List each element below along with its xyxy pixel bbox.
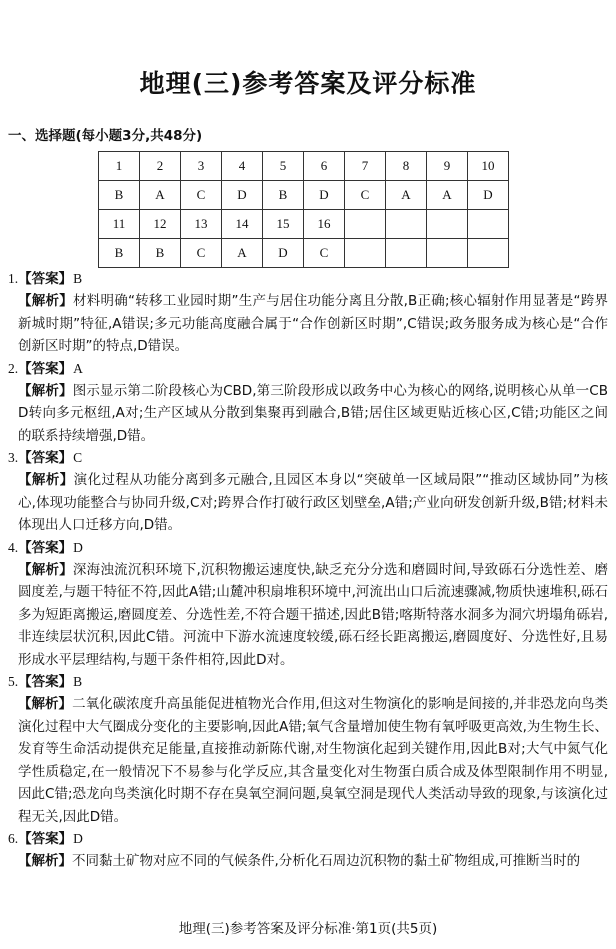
- question-6: [8, 828, 608, 873]
- analysis-text: 演化过程从功能分离到多元融合,且园区本身以“突破单一区域局限”“推动区域协同”为核心,体现功能整合与协同升级,C对;跨界合作打破行政区划壁垒,A错;产业向研发创新升级,B错;材料未体现出人口迁移方向,D错。: [18, 472, 608, 533]
- page-footer: 地理(三)参考答案及评分标准·第1页(共5页): [178, 921, 438, 937]
- answer-tag: 【答案】: [18, 450, 73, 466]
- question-3: [8, 447, 608, 537]
- table-cell: 15: [263, 210, 304, 239]
- question-4: [8, 537, 608, 672]
- table-cell: 2: [140, 152, 181, 181]
- table-cell: B: [99, 181, 140, 210]
- analysis-tag: 【解析】: [18, 853, 72, 869]
- question-answer-line: [8, 358, 608, 380]
- table-cell: C: [345, 181, 386, 210]
- analysis-text: 不同黏土矿物对应不同的气候条件,分析化石周边沉积物的黏土矿物组成,可推断当时的: [72, 853, 581, 869]
- analysis-paragraph: [18, 290, 608, 358]
- analysis-tag: 【解析】: [18, 696, 73, 712]
- answer-table: [98, 151, 509, 268]
- question-answer-line: [8, 828, 608, 850]
- table-cell: 14: [222, 210, 263, 239]
- answer-letter: D: [73, 539, 83, 555]
- analysis-text: 材料明确“转移工业园时期”生产与居住功能分离且分散,B正确;核心辐射作用显著是“跨界新城时期”特征,A错误;多元功能高度融合属于“合作创新区时期”,C错误;政务服务成为核心是“合作创新区时期”的特点,D错误。: [18, 293, 608, 354]
- page-title: 地理(三)参考答案及评分标准: [139, 69, 477, 98]
- analysis-tag: 【解析】: [18, 382, 73, 399]
- table-cell: 7: [345, 152, 386, 181]
- question-1: [8, 268, 608, 358]
- answer-letter: C: [73, 450, 83, 465]
- table-cell: A: [140, 181, 181, 210]
- table-cell: B: [140, 239, 181, 268]
- table-cell: C: [181, 181, 222, 210]
- table-cell: C: [181, 239, 222, 268]
- question-number: 3.: [8, 450, 19, 465]
- table-cell: [468, 239, 509, 268]
- table-cell: B: [99, 239, 140, 268]
- question-number: 4.: [8, 539, 19, 555]
- table-cell: B: [263, 181, 304, 210]
- answer-tag: 【答案】: [18, 539, 73, 556]
- table-row: [99, 239, 509, 268]
- table-cell: [345, 210, 386, 239]
- question-answer-line: [8, 268, 608, 290]
- table-cell: 12: [140, 210, 181, 239]
- answer-letter: D: [73, 831, 83, 846]
- analysis-text: 二氧化碳浓度升高虽能促进植物光合作用,但这对生物演化的影响是间接的,并非恐龙向鸟类演化过程中大气圈成分变化的主要影响,因此A错;氧气含量增加使生物有氧呼吸更高效,为生物生长、发育等生命活动提供充足能量,直接推动新陈代谢,对生物演化起到关键作用,因此B对;大气中氮气化学性质稳定,在一般情况下不易参与化学反应,其含量变化对生物蛋白质合成及体型限制作用不明显,因此C错;恐龙向鸟类演化时期不存在臭氧空洞问题,臭氧空洞是现代人类活动导致的现象,与该演化过程无关,因此D错。: [18, 696, 608, 825]
- table-cell: 13: [181, 210, 222, 239]
- table-cell: D: [222, 181, 263, 210]
- table-row: [99, 181, 509, 210]
- table-cell: A: [222, 239, 263, 268]
- analysis-paragraph: [18, 850, 608, 873]
- table-cell: 3: [181, 152, 222, 181]
- question-number: 5.: [8, 674, 19, 689]
- table-cell: 6: [304, 152, 345, 181]
- table-cell: [427, 210, 468, 239]
- answer-tag: 【答案】: [18, 360, 73, 377]
- answer-tag: 【答案】: [18, 674, 73, 690]
- question-2: [8, 358, 608, 448]
- question-number: 1.: [8, 271, 19, 286]
- analysis-paragraph: [18, 469, 608, 537]
- analysis-text: 图示显示第二阶段核心为CBD,第三阶段形成以政务中心为核心的网络,说明核心从单一CBD转向多元枢纽,A对;生产区域从分散到集聚再到融合,B错;居住区域更贴近核心区,C错;功能区之间的联系持续增强,D错。: [18, 382, 608, 444]
- table-cell: [345, 239, 386, 268]
- table-cell: C: [304, 239, 345, 268]
- analysis-tag: 【解析】: [18, 293, 73, 309]
- question-number: 6.: [8, 831, 19, 846]
- answer-tag: 【答案】: [18, 831, 73, 847]
- analysis-tag: 【解析】: [18, 561, 73, 578]
- table-cell: 1: [99, 152, 140, 181]
- table-cell: 16: [304, 210, 345, 239]
- section-heading: 一、选择题(每小题3分,共48分): [8, 128, 203, 144]
- answer-letter: B: [73, 271, 83, 286]
- table-cell: [386, 210, 427, 239]
- answer-letter: B: [73, 674, 83, 689]
- question-answer-line: [8, 537, 608, 559]
- table-cell: 9: [427, 152, 468, 181]
- table-cell: 4: [222, 152, 263, 181]
- question-number: 2.: [8, 360, 19, 376]
- analysis-text: 深海浊流沉积环境下,沉积物搬运速度快,缺乏充分分选和磨圆时间,导致砾石分选性差、磨圆度差,与题干特征不符,因此A错;山麓冲积扇堆积环境中,河流出山口后流速骤减,物质快速堆积,砾石多为短距离搬运,磨圆度差、分选性差,不符合题干描述,因此B错;喀斯特落水洞多为洞穴坍塌角砾岩,非连续层状沉积,因此C错。河流中下游水流速度较缓,砾石经长距离搬运,磨圆度好、分选性好,且易形成水平层理结构,与题干条件相符,因此D对。: [18, 561, 608, 668]
- table-cell: A: [386, 181, 427, 210]
- table-cell: [468, 210, 509, 239]
- table-row: [99, 152, 509, 181]
- table-cell: 11: [99, 210, 140, 239]
- analysis-paragraph: [18, 693, 608, 828]
- table-cell: A: [427, 181, 468, 210]
- question-5: [8, 671, 608, 828]
- question-answer-line: [8, 447, 608, 469]
- table-cell: [386, 239, 427, 268]
- answer-explanations: [8, 268, 608, 873]
- table-cell: 8: [386, 152, 427, 181]
- analysis-paragraph: [18, 559, 608, 672]
- answer-letter: A: [73, 360, 83, 376]
- question-answer-line: [8, 671, 608, 693]
- table-cell: D: [468, 181, 509, 210]
- table-cell: D: [304, 181, 345, 210]
- analysis-tag: 【解析】: [18, 472, 74, 488]
- answer-tag: 【答案】: [18, 271, 73, 287]
- table-cell: 10: [468, 152, 509, 181]
- table-cell: D: [263, 239, 304, 268]
- table-row: [99, 210, 509, 239]
- analysis-paragraph: [18, 380, 608, 448]
- table-cell: [427, 239, 468, 268]
- table-cell: 5: [263, 152, 304, 181]
